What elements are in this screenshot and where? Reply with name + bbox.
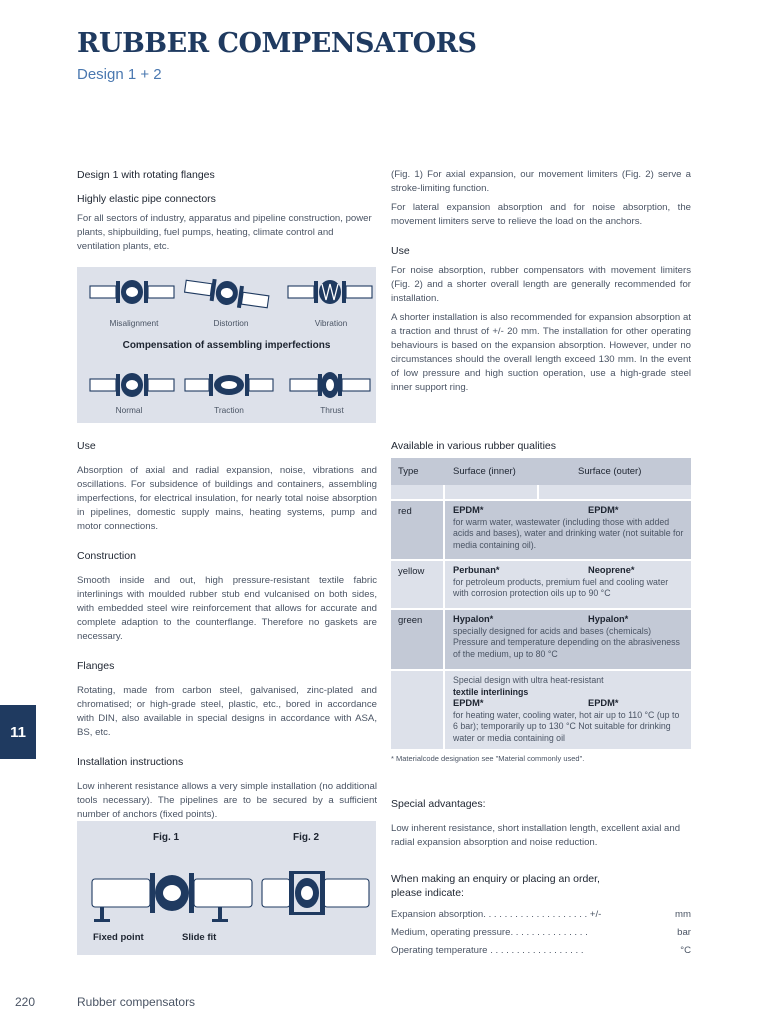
figure-caption: Compensation of assembling imperfections xyxy=(122,340,331,351)
row-note: for warm water, wastewater (including those with added acids and bases), water and drinking water (not suitable for media containing oil). xyxy=(453,516,684,550)
row-type: red xyxy=(398,506,412,517)
label-misalignment: Misalignment xyxy=(109,318,159,328)
label-thrust: Thrust xyxy=(320,405,344,415)
right-p1: (Fig. 1) For axial expansion, our movement limiters (Fig. 2) serve a stroke-limiting function. xyxy=(391,169,691,194)
construction-title: Construction xyxy=(77,550,136,562)
fig1-label: Fig. 1 xyxy=(153,832,180,843)
enquiry-unit: bar xyxy=(677,926,691,938)
right-column-bottom xyxy=(391,798,691,959)
right-use-p2: A shorter installation is also recommended for expansion absorption at a traction and thrust of +/- 20 mm. The installation for other operating behaviours is based on the expansion absorption. However, under no circumstances should the overall length exceed 130 mm. In the event of low pressure and high suction operation, use a high-grade steel inner support ring. xyxy=(391,312,691,393)
footer-section: Rubber compensators xyxy=(77,995,196,1009)
use-text: Absorption of axial and radial expansion, noise, vibrations and oscillations. For subsidence of buildings and containers, assembling imperfections, for electrical insulation, for nearly total noise absorption in pipelines, domestic supply mains, heating systems, pump and motor connections. xyxy=(77,465,377,532)
fig2-label: Fig. 2 xyxy=(293,832,320,843)
label-traction: Traction xyxy=(214,405,244,415)
row-inner: EPDM* xyxy=(453,698,484,708)
table-footnote: * Materialcode designation see "Material commonly used". xyxy=(391,754,585,763)
enquiry-unit: mm xyxy=(675,908,691,920)
table-row xyxy=(391,608,691,669)
enquiry-label: Expansion absorption. . . . . . . . . . . . . . . . . . . . +/- xyxy=(391,908,602,920)
row-type xyxy=(391,671,443,749)
right-p2: For lateral expansion absorption and for noise absorption, the movement limiters serve to relieve the load on the anchors. xyxy=(391,202,691,227)
label-distortion: Distortion xyxy=(213,318,249,328)
qualities-title: Available in various rubber qualities xyxy=(391,440,556,452)
row-outer: EPDM* xyxy=(588,698,619,708)
row-type: green xyxy=(398,615,423,626)
install-title: Installation instructions xyxy=(77,756,184,768)
use-title: Use xyxy=(77,440,96,452)
right-use-title: Use xyxy=(391,245,410,257)
row-inner: Perbunan* xyxy=(453,565,500,575)
enquiry-title: When making an enquiry or placing an order, please indicate: xyxy=(391,873,600,899)
row-inner: EPDM* xyxy=(453,505,484,515)
advantages-text: Low inherent resistance, short installation length, excellent axial and radial expansion absorption and noise reduction. xyxy=(391,823,681,848)
header-type: Type xyxy=(398,466,419,477)
table-row xyxy=(391,559,691,608)
header-outer: Surface (outer) xyxy=(578,466,642,477)
enquiry-row xyxy=(391,941,691,959)
design-title: Design 1 with rotating flanges xyxy=(77,169,215,181)
advantages-title: Special advantages: xyxy=(391,798,486,810)
table-row xyxy=(391,499,691,559)
page-subtitle: Design 1 + 2 xyxy=(77,66,162,83)
table-header xyxy=(391,458,691,485)
enquiry-unit: °C xyxy=(680,944,691,956)
install-text: Low inherent resistance allows a very simple installation (no additional tools necessary). The pipelines are to be secured by a sufficient number of anchors (fixed points). xyxy=(77,781,377,820)
row-note: specially designed for acids and bases (chemicals) Pressure and temperature depending on the abrasiveness of the medium, up to 80 °C xyxy=(453,625,680,659)
fixed-point-label: Fixed point xyxy=(93,932,144,943)
flanges-text: Rotating, made from carbon steel, galvanised, zinc-plated and chromatised; or high-grade steel, plastic, etc., bored in accordance with DIN, also available in special designs in accordance with ASA, BS, etc. xyxy=(77,685,377,738)
header-inner: Surface (inner) xyxy=(453,466,516,477)
chapter-tab[interactable]: 11 xyxy=(0,705,36,759)
left-column-body xyxy=(77,440,377,832)
row-pre-bold: textile interlinings xyxy=(453,686,529,697)
enquiry-label: Operating temperature . . . . . . . . . . . . . . . . . . xyxy=(391,944,584,956)
elastic-title: Highly elastic pipe connectors xyxy=(77,193,216,205)
row-inner: Hypalon* xyxy=(453,614,494,624)
row-pre: Special design with ultra heat-resistant xyxy=(453,675,604,685)
imperfections-figure xyxy=(77,267,376,423)
enquiry-row xyxy=(391,923,691,941)
row-outer: EPDM* xyxy=(588,505,619,515)
row-type: yellow xyxy=(398,566,425,577)
row-note: for petroleum products, premium fuel and cooling water with corrosion protection oils up to 90 °C xyxy=(453,576,669,598)
slide-fit-label: Slide fit xyxy=(182,932,217,943)
right-use-p1: For noise absorption, rubber compensators with movement limiters (Fig. 2) and a shorter overall length are generally recommended for installation. xyxy=(391,265,691,304)
page-title: RUBBER COMPENSATORS xyxy=(77,28,477,59)
installation-figure xyxy=(77,821,376,955)
enquiry-row xyxy=(391,905,691,923)
page-number: 220 xyxy=(15,995,36,1009)
row-outer: Hypalon* xyxy=(588,614,629,624)
table-row xyxy=(391,669,691,749)
table-spacer xyxy=(391,485,691,499)
row-outer: Neoprene* xyxy=(588,565,635,575)
left-column-intro xyxy=(77,169,377,264)
flanges-title: Flanges xyxy=(77,660,115,672)
row-note: for heating water, cooling water, hot air up to 110 °C (up to 6 bar); temporarily up to 130 °C Not suitable for drinking water or media containing oil xyxy=(453,709,680,743)
label-normal: Normal xyxy=(115,405,143,415)
construction-text: Smooth inside and out, high pressure-resistant textile fabric interlinings with moulded rubber stub end vulcanised on both sides, with embedded steel wire reinforcement that allows for accurate and complete adaption to the counterflange. Therefore no gaskets are necessary. xyxy=(77,575,377,642)
enquiry-label: Medium, operating pressure. . . . . . . . . . . . . . . xyxy=(391,926,588,938)
elastic-text: For all sectors of industry, apparatus and pipeline construction, power plants, shipbuilding, fuel pumps, heating, climate control and ventilation plants, etc. xyxy=(77,213,372,252)
label-vibration: Vibration xyxy=(314,318,348,328)
qualities-table xyxy=(391,458,691,763)
right-column-intro xyxy=(391,168,691,405)
